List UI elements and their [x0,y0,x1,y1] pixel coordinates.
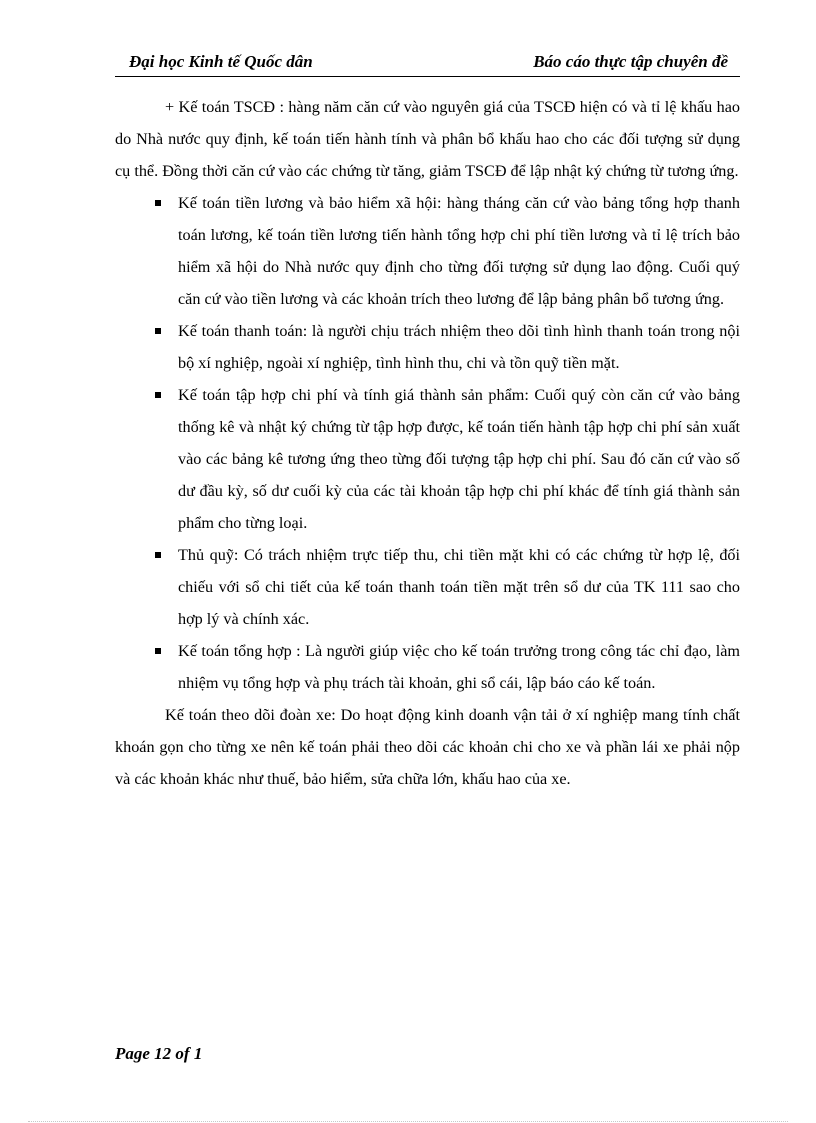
document-body [115,91,740,795]
page-bottom-divider [28,1121,788,1122]
list-item-text: Kế toán tiền lương và bảo hiểm xã hội: hàng tháng căn cứ vào bảng tổng hợp thanh toán lương, kế toán tiền lương tiến hành tổng hợp chi phí tiền lương và tỉ lệ trích bảo hiểm xã hội do Nhà nước quy định cho từng đối tượng sử dụng lao động. Cuối quý căn cứ vào tiền lương và các khoản trích theo lương để lập bảng phân bổ tương ứng. [178,194,740,308]
bullet-list [115,187,740,699]
list-item-text: Kế toán tập hợp chi phí và tính giá thành sản phẩm: Cuối quý còn căn cứ vào bảng thống kê và nhật ký chứng từ tập hợp được, kế toán tiến hành tập hợp chi phí sản xuất vào các bảng kê tương ứng theo từng đối tượng tập hợp chi phí. Sau đó căn cứ vào số dư đầu kỳ, số dư cuối kỳ của các tài khoản tập hợp chi phí khác để tính giá thành sản phẩm cho từng loại. [178,386,740,532]
list-item-text: Thủ quỹ: Có trách nhiệm trực tiếp thu, chi tiền mặt khi có các chứng từ hợp lệ, đối chiếu với sổ chi tiết của kế toán thanh toán tiền mặt trên sổ dư của TK 111 sao cho hợp lý và chính xác. [178,546,740,628]
square-bullet-icon [155,328,161,334]
list-item [115,315,740,379]
list-item-text: Kế toán thanh toán: là người chịu trách nhiệm theo dõi tình hình thanh toán trong nội bộ xí nghiệp, ngoài xí nghiệp, tình hình thu, chi và tồn quỹ tiền mặt. [178,322,740,372]
list-item [115,539,740,635]
intro-paragraph: + Kế toán TSCĐ : hàng năm căn cứ vào nguyên giá của TSCĐ hiện có và tỉ lệ khấu hao do Nhà nước quy định, kế toán tiến hành tính và phân bổ khấu hao cho các đối tượng sử dụng cụ thể. Đồng thời căn cứ vào các chứng từ tăng, giảm TSCĐ để lập nhật ký chứng từ tương ứng. [115,98,740,180]
header-university: Đại học Kinh tế Quốc dân [129,52,313,71]
square-bullet-icon [155,648,161,654]
list-item [115,635,740,699]
list-item [115,379,740,539]
list-item-text: Kế toán tổng hợp : Là người giúp việc cho kế toán trưởng trong công tác chỉ đạo, làm nhiệm vụ tổng hợp và phụ trách tài khoản, ghi sổ cái, lập báo cáo kế toán. [178,642,740,692]
square-bullet-icon [155,552,161,558]
page-header [115,52,740,77]
header-report-title: Báo cáo thực tập chuyên đề [533,52,728,71]
closing-paragraph: Kế toán theo dõi đoàn xe: Do hoạt động kinh doanh vận tải ở xí nghiệp mang tính chất khoán gọn cho từng xe nên kế toán phải theo dõi các khoản chi cho xe và phần lái xe phải nộp và các khoản khác như thuế, bảo hiểm, sửa chữa lớn, khấu hao của xe. [115,706,740,788]
square-bullet-icon [155,200,161,206]
page-footer: Page 12 of 1 [115,1044,203,1063]
square-bullet-icon [155,392,161,398]
list-item [115,187,740,315]
